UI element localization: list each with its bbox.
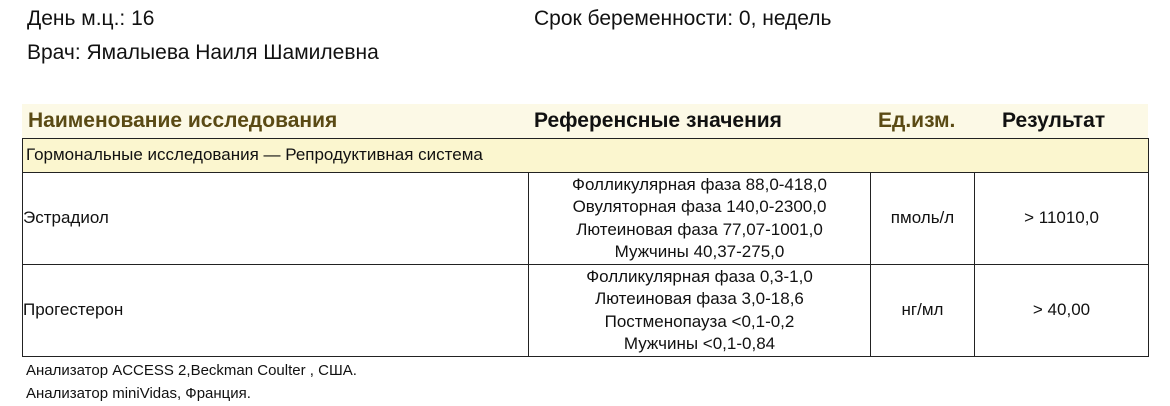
column-header-name: Наименование исследования	[28, 109, 338, 132]
table-row	[23, 265, 1149, 357]
reference-line: Постменопауза <0,1-0,2	[604, 311, 795, 331]
test-name: Эстрадиол	[23, 173, 529, 265]
results-table	[22, 138, 1149, 357]
reference-values	[529, 173, 871, 265]
column-header-unit: Ед.изм.	[878, 109, 956, 132]
test-unit: пмоль/л	[871, 173, 975, 265]
test-result: > 11010,0	[975, 173, 1149, 265]
table-header	[22, 104, 1148, 138]
analyzer-note: Анализатор ACCESS 2,Beckman Coulter , США.	[26, 362, 357, 379]
reference-line: Лютеиновая фаза 77,07-1001,0	[576, 219, 823, 239]
test-unit: нг/мл	[871, 265, 975, 357]
reference-values	[529, 265, 871, 357]
test-result: > 40,00	[975, 265, 1149, 357]
test-name: Прогестерон	[23, 265, 529, 357]
reference-line: Фолликулярная фаза 0,3-1,0	[586, 266, 813, 286]
doctor-label: Врач: Ямалыева Наиля Шамилевна	[27, 41, 379, 64]
reference-line: Мужчины <0,1-0,84	[623, 334, 776, 353]
section-row	[23, 139, 1149, 173]
cycle-day-label: День м.ц.: 16	[27, 7, 155, 30]
column-header-reference: Референсные значения	[534, 109, 782, 132]
column-header-result: Результат	[1002, 109, 1106, 132]
reference-line: Овуляторная фаза 140,0-2300,0	[572, 197, 827, 216]
analyzer-note: Анализатор miniVidas, Франция.	[26, 385, 251, 402]
table-row	[23, 173, 1149, 265]
section-title: Гормональные исследования — Репродуктивная система	[23, 139, 1149, 173]
pregnancy-term-label: Срок беременности: 0, недель	[534, 7, 832, 30]
reference-line: Мужчины 40,37-275,0	[614, 242, 785, 261]
reference-line: Лютеиновая фаза 3,0-18,6	[595, 289, 804, 308]
reference-line: Фолликулярная фаза 88,0-418,0	[572, 174, 827, 194]
